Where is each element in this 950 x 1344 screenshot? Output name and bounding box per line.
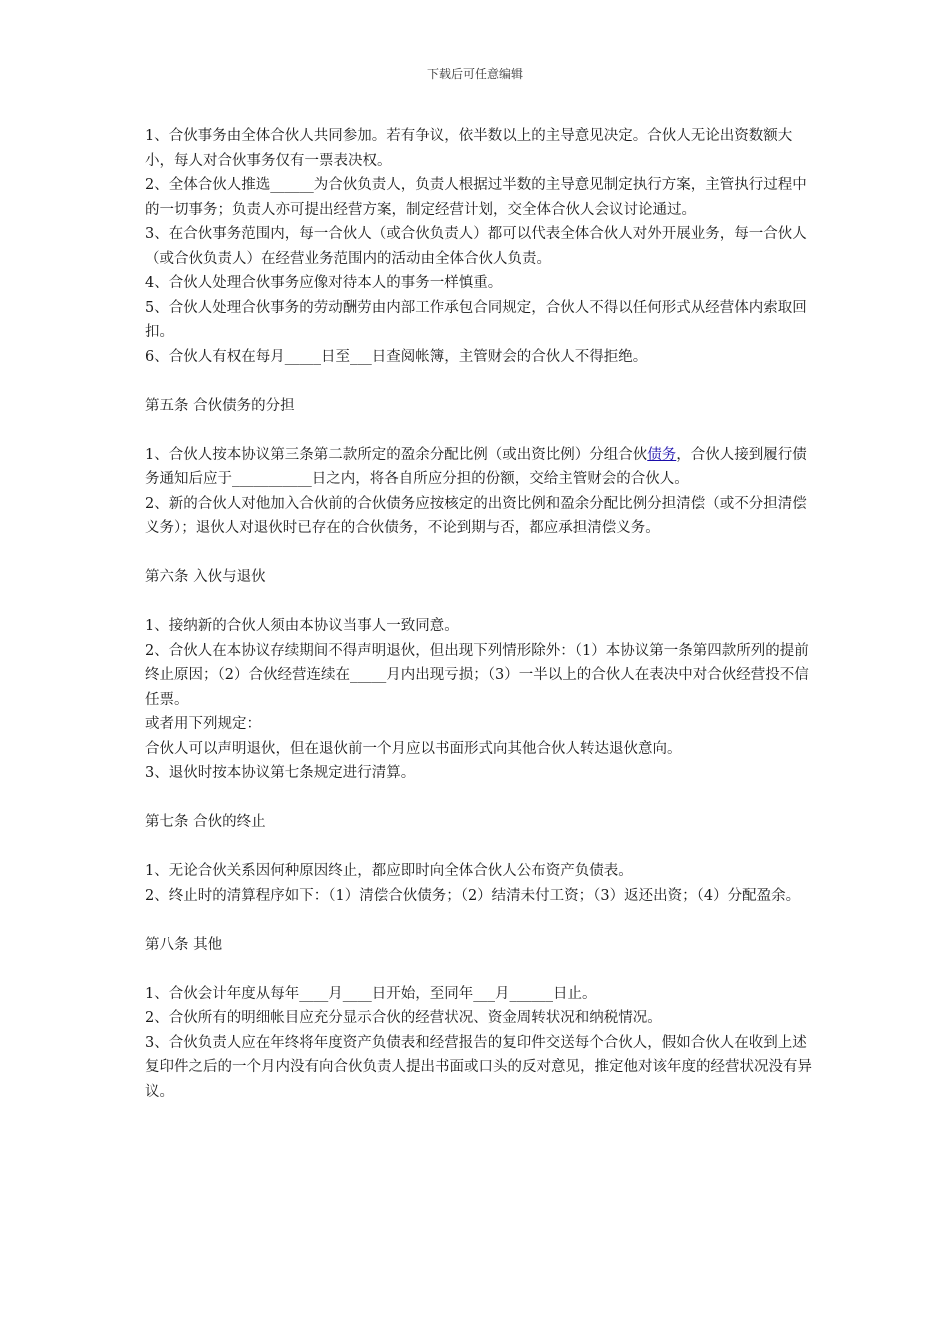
s6-item-1: 1、接纳新的合伙人须由本协议当事人一致同意。 — [145, 618, 459, 634]
s5-item-1 — [145, 443, 817, 492]
s6-item-5: 3、退伙时按本协议第七条规定进行清算。 — [145, 765, 416, 781]
section-7-title: 第七条 合伙的终止 — [145, 814, 266, 830]
spacer — [145, 908, 817, 933]
s4-item-5: 5、合伙人处理合伙事务的劳动酬劳由内部工作承包合同规定，合伙人不得以任何形式从经营体内索取回扣。 — [145, 299, 807, 340]
spacer — [145, 957, 817, 982]
spacer — [145, 541, 817, 566]
s5-item-1-text: 1、合伙人按本协议第三条第二款所定的盈余分配比例（或出资比例）分组合伙 — [145, 446, 648, 463]
s4-item-4: 4、合伙人处理合伙事务应像对待本人的事务一样慎重。 — [145, 275, 503, 291]
s4-item-3: 3、在合伙事务范围内，每一合伙人（或合伙负责人）都可以代表全体合伙人对外开展业务，每一合伙人（或合伙负责人）在经营业务范围内的活动由全体合伙人负责。 — [145, 226, 807, 267]
spacer — [145, 835, 817, 860]
s7-item-2: 2、终止时的清算程序如下：（1）清偿合伙债务；（2）结清未付工资；（3）返还出资；（4）分配盈余。 — [145, 887, 801, 904]
section-8-title: 第八条 其他 — [145, 936, 223, 953]
document-body — [145, 124, 817, 1104]
s4-item-1: 1、合伙事务由全体合伙人共同参加。若有争议，依半数以上的主导意见决定。合伙人无论出资数额大小，每人对合伙事务仅有一票表决权。 — [145, 128, 793, 169]
debt-link[interactable]: 债务 — [647, 446, 677, 463]
section-5-title: 第五条 合伙债务的分担 — [145, 397, 295, 414]
s5-item-2: 2、新的合伙人对他加入合伙前的合伙债务应按核定的出资比例和盈余分配比例分担清偿（或不分担清偿义务）；退伙人对退伙时已存在的合伙债务，不论到期与否，都应承担清偿义务。 — [145, 495, 807, 536]
page-header-note: 下载后可任意编辑 — [426, 67, 523, 81]
spacer — [145, 590, 817, 615]
s8-item-2: 2、合伙所有的明细帐目应充分显示合伙的经营状况、资金周转状况和纳税情况。 — [145, 1010, 662, 1026]
s7-item-1: 1、无论合伙关系因何种原因终止，都应即时向全体合伙人公布资产负债表。 — [145, 863, 633, 879]
s6-item-4: 合伙人可以声明退伙，但在退伙前一个月应以书面形式向其他合伙人转达退伙意向。 — [145, 740, 682, 757]
spacer — [145, 369, 817, 394]
s4-item-6: 6、合伙人有权在每月_____日至___日查阅帐簿，主管财会的合伙人不得拒绝。 — [145, 348, 648, 365]
s8-item-1: 1、合伙会计年度从每年____月____日开始，至同年___月______日止。 — [145, 985, 597, 1002]
spacer — [145, 418, 817, 443]
section-6-title: 第六条 入伙与退伙 — [145, 569, 266, 585]
s4-item-2: 2、全体合伙人推选______为合伙负责人，负责人根据过半数的主导意见制定执行方案，主管执行过程中的一切事务；负责人亦可提出经营方案，制定经营计划，交全体合伙人会议讨论通过。 — [145, 177, 807, 218]
s8-item-3: 3、合伙负责人应在年终将年度资产负债表和经营报告的复印件交送每个合伙人，假如合伙人在收到上述复印件之后的一个月内没有向合伙负责人提出书面或口头的反对意见，推定他对该年度的经营状况没有异议。 — [145, 1034, 812, 1100]
spacer — [145, 786, 817, 811]
s6-item-3: 或者用下列规定： — [145, 716, 261, 732]
s5-item-1-text-rest: ，合伙人接到履行债务通知后应于___________日之内，将各自所应分担的份额，交给主管财会的合伙人。 — [145, 446, 807, 487]
s6-item-2: 2、合伙人在本协议存续期间不得声明退伙，但出现下列情形除外：（1）本协议第一条第四款所列的提前终止原因；（2）合伙经营连续在_____月内出现亏损；（3）一半以上的合伙人在表决中对合伙经营投不信任票。 — [145, 642, 809, 708]
